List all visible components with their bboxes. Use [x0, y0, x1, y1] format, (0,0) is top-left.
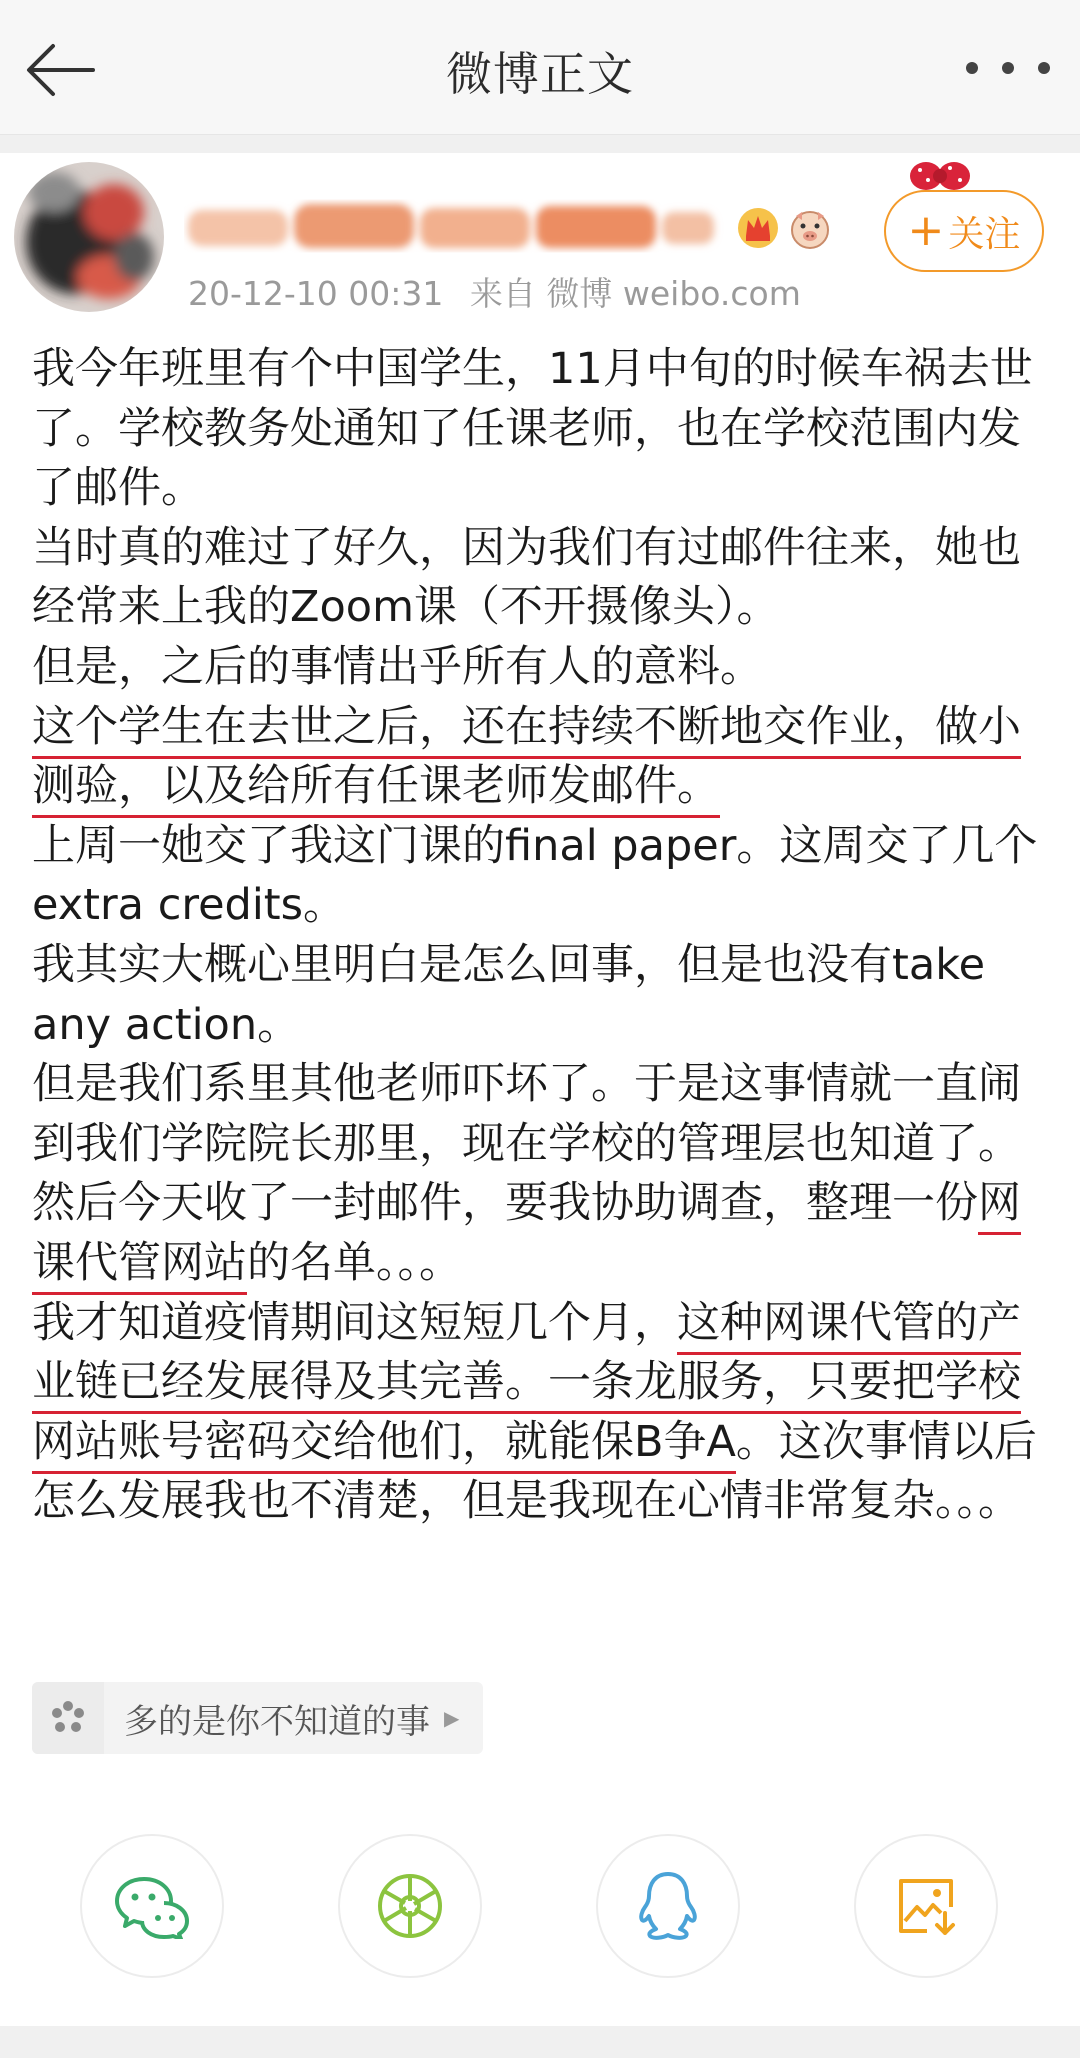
follow-button[interactable] [884, 190, 1044, 272]
qq-icon [636, 1870, 700, 1942]
chevron-right-icon: ▶ [444, 1706, 460, 1730]
topic-icon-box [32, 1682, 104, 1754]
underlined-text: 网课代管网站 [32, 1178, 1021, 1295]
save-image-button[interactable] [854, 1834, 998, 1978]
pig-emoji-icon [788, 206, 832, 250]
bottom-divider [0, 2026, 1080, 2058]
paragraph-text: 然后今天收了一封邮件，要我协助调查，整理一份 [32, 1178, 978, 1229]
page-title: 微博正文 [446, 47, 634, 101]
paragraph-text: 的名单。。。 [247, 1237, 462, 1288]
more-options-button[interactable] [958, 36, 1058, 100]
vip-crown-icon [736, 206, 780, 250]
share-moments-button[interactable] [338, 1834, 482, 1978]
wechat-icon [114, 1873, 190, 1939]
paragraph: 当时真的难过了好久，因为我们有过邮件往来，她也经常来上我的Zoom课（不开摄像头）。 [32, 522, 1021, 633]
avatar[interactable] [14, 162, 164, 312]
underlined-text: 这个学生在去世之后，还在持续不断地交作业，做小测验，以及给所有任课老师发邮件。 [32, 702, 1021, 819]
topic-tag[interactable] [32, 1682, 483, 1754]
save-image-icon [893, 1873, 959, 1939]
paragraph [32, 1294, 1052, 1532]
username-obscured[interactable] [184, 196, 724, 258]
follow-label: 关注 [948, 213, 1021, 255]
paragraph [32, 1174, 1052, 1293]
top-nav-bar [0, 0, 1080, 135]
paragraph-text: 我才知道疫情期间这短短几个月， [32, 1297, 677, 1348]
section-divider [0, 135, 1080, 153]
paragraph: 我今年班里有个中国学生，11月中旬的时候车祸去世了。学校教务处通知了任课老师，也在学校范围内发了邮件。 [32, 344, 1033, 514]
share-wechat-button[interactable] [80, 1834, 224, 1978]
post-meta [188, 268, 817, 315]
topic-label: 多的是你不知道的事 [124, 1701, 430, 1742]
post-timestamp: 20-12-10 00:31 [188, 274, 444, 313]
paragraph: 我其实大概心里明白是怎么回事，但是也没有take any action。 [32, 939, 986, 1050]
paragraph-highlighted [32, 698, 1052, 817]
pinwheel-icon [48, 1698, 88, 1738]
post-content [32, 340, 1052, 1532]
post-source: 来自 微博 weibo.com [469, 274, 801, 313]
paragraph: 但是，之后的事情出乎所有人的意料。 [32, 641, 763, 692]
share-qq-button[interactable] [596, 1834, 740, 1978]
plus-icon: + [907, 205, 945, 256]
moments-icon [375, 1871, 445, 1941]
more-dots-icon [960, 58, 1056, 78]
paragraph-text: 。这次事情以后怎么发展我也不清楚，但是我现在心情非常复杂。。。 [32, 1416, 1037, 1527]
underlined-text: 这种网课代管的产业链已经发展得及其完善。一条龙服务，只要把学校网站账号密码交给他们，就能保B争A [32, 1298, 1021, 1474]
paragraph: 但是我们系里其他老师吓坏了。于是这事情就一直闹到我们学院院长那里，现在学校的管理层也知道了。 [32, 1059, 1021, 1169]
paragraph: 上周一她交了我这门课的final paper。这周交了几个extra credits。 [32, 820, 1038, 931]
